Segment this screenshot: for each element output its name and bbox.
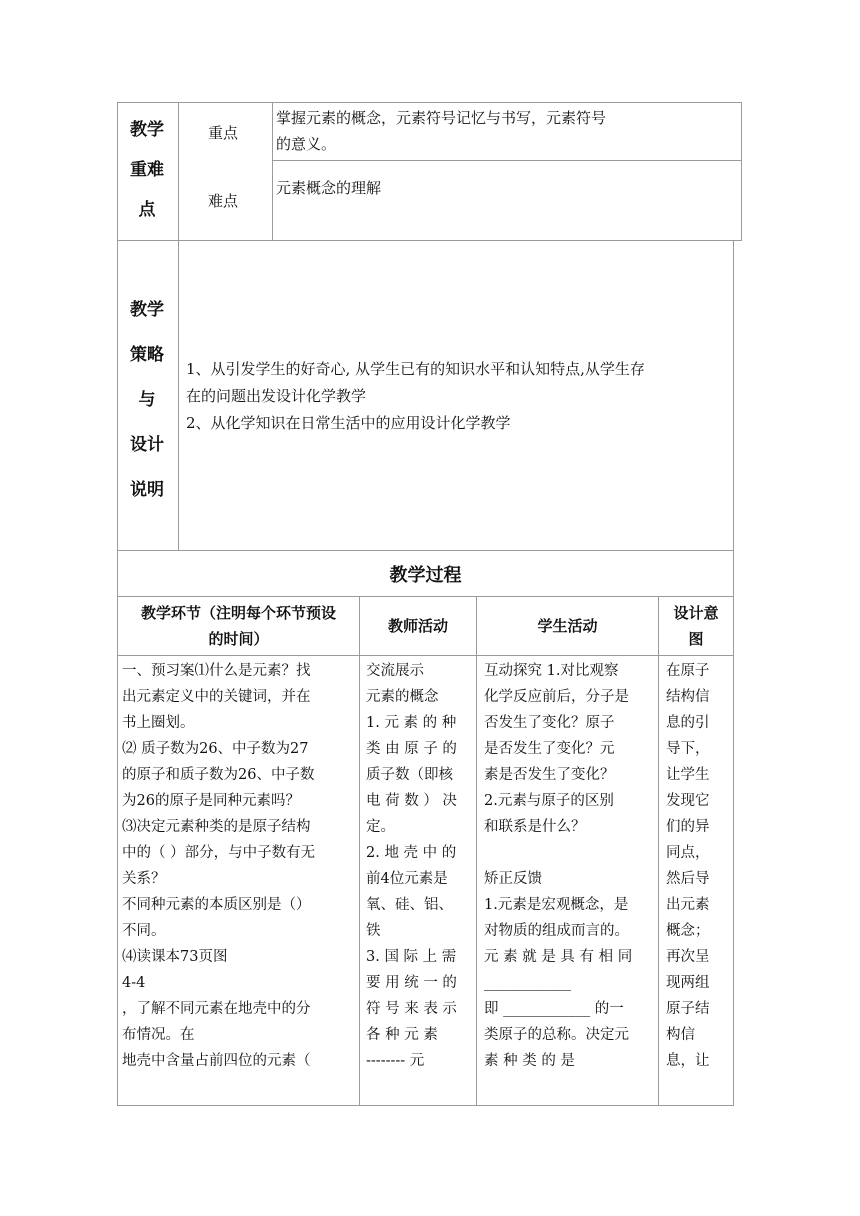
- stage-line: ⑵ 质子数为26、中子数为27: [122, 741, 309, 757]
- student-line: 和联系是什么？: [484, 819, 586, 835]
- rule: [359, 596, 360, 1106]
- process-title: 教学过程: [389, 565, 462, 586]
- rule: [741, 102, 742, 240]
- header-line: 设计: [130, 435, 164, 455]
- rule: [117, 102, 742, 103]
- student-line: 素 种 类 的 是: [484, 1053, 575, 1069]
- intent-column: [666, 658, 732, 1074]
- intent-line: 息，让: [666, 1053, 710, 1069]
- focus-line: 的意义。: [276, 135, 337, 153]
- focus-label: 重点: [208, 124, 239, 142]
- rule: [178, 102, 179, 550]
- intent-line: 息的引: [666, 715, 710, 731]
- header-line: 教学: [130, 120, 164, 140]
- teacher-line: 3. 国 际 上 需: [366, 949, 457, 965]
- teacher-line: 要 用 统 一 的: [366, 975, 457, 991]
- difficulty-text: 元素概念的理解: [276, 179, 382, 197]
- stage-line: 书上圈划。: [122, 715, 195, 731]
- header-line: 教学环节（注明每个环节预设: [140, 604, 336, 622]
- header-line: 策略: [130, 345, 164, 365]
- student-line: 2.元素与原子的区别: [484, 793, 614, 809]
- rule: [476, 596, 477, 1106]
- student-line: 是否发生了变化？元: [484, 741, 615, 757]
- student-line: 素是否发生了变化？: [484, 767, 615, 783]
- header-line: 点: [138, 200, 156, 220]
- focus-line: 掌握元素的概念，元素符号记忆与书写，元素符号: [276, 109, 607, 127]
- stage-line: 出元素定义中的关键词，并在: [122, 689, 311, 705]
- student-line: 即 ____________ 的一: [484, 1001, 624, 1017]
- teacher-line: 元素的概念: [366, 689, 439, 705]
- teacher-line: 符 号 来 表 示: [366, 1001, 457, 1017]
- rule: [117, 240, 742, 241]
- student-line: 1.元素是宏观概念，是: [484, 897, 629, 913]
- intent-line: 导下，: [666, 741, 710, 757]
- teacher-column: [366, 658, 474, 1074]
- rule: [117, 655, 734, 656]
- student-line: 否发生了变化？原子: [484, 715, 615, 731]
- rule: [272, 160, 742, 161]
- teacher-line: 质子数（即核: [366, 767, 453, 783]
- column-header-intent: [659, 600, 733, 652]
- teacher-line: 定。: [366, 819, 395, 835]
- strategy-line: 2、从化学知识在日常生活中的应用设计化学教学: [186, 414, 511, 432]
- rule: [272, 102, 273, 240]
- focus-text: [276, 105, 606, 157]
- student-column: [484, 658, 656, 1074]
- teacher-line: 2. 地 壳 中 的: [366, 845, 457, 861]
- stage-line: 中的（ ）部分，与中子数有无: [122, 845, 316, 861]
- intent-line: 结构信: [666, 689, 710, 705]
- teacher-line: 氧、硅、铝、: [366, 897, 453, 913]
- strategy-line: 1、从引发学生的好奇心, 从学生已有的知识水平和认知特点,从学生存: [186, 360, 645, 378]
- teacher-line: 交流展示: [366, 663, 424, 679]
- stage-line: 不同。: [122, 923, 166, 939]
- rule: [117, 596, 734, 597]
- intent-line: 们的异: [666, 819, 710, 835]
- strategy-line: 在的问题出发设计化学教学: [186, 387, 367, 405]
- intent-line: 出元素: [666, 897, 710, 913]
- stage-line: ⑷读课本73页图: [122, 949, 228, 965]
- stage-line: ，了解不同元素在地壳中的分: [122, 1001, 311, 1017]
- student-line: 互动探究 1.对比观察: [484, 663, 619, 679]
- rule: [658, 596, 659, 1106]
- stage-line: 地壳中含量占前四位的元素（: [122, 1053, 311, 1069]
- header-line: 重难: [130, 160, 164, 180]
- student-line: 类原子的总称。决定元: [484, 1027, 629, 1043]
- column-header-student: 学生活动: [537, 617, 598, 635]
- stage-line: ⑶决定元素种类的是原子结构: [122, 819, 311, 835]
- student-line: 矫正反馈: [484, 871, 542, 887]
- header-line: 说明: [130, 480, 164, 500]
- teacher-line: 1. 元 素 的 种: [366, 715, 457, 731]
- header-line: 图: [688, 630, 704, 648]
- header-line: 设计意: [673, 604, 719, 622]
- header-line: 教学: [130, 300, 164, 320]
- stage-line: 的原子和质子数为26、中子数: [122, 767, 315, 783]
- column-header-stage: [118, 600, 359, 652]
- teacher-line: 电 荷 数 ） 决: [366, 793, 457, 809]
- teacher-line: 前4位元素是: [366, 871, 448, 887]
- intent-line: 同点，: [666, 845, 710, 861]
- stage-line: 为26的原子是同种元素吗？: [122, 793, 300, 809]
- stage-column: [122, 658, 358, 1074]
- header-line: 与: [138, 390, 156, 410]
- stage-line: 布情况。在: [122, 1027, 195, 1043]
- intent-line: 发现它: [666, 793, 710, 809]
- intent-line: 在原子: [666, 663, 710, 679]
- student-line: ____________: [484, 975, 571, 991]
- teacher-line: -------- 元: [366, 1053, 425, 1069]
- stage-line: 不同种元素的本质区别是（）: [122, 897, 311, 913]
- teacher-line: 铁: [366, 923, 381, 939]
- strategy-content: [186, 356, 645, 437]
- column-header-teacher: 教师活动: [387, 617, 448, 635]
- rule: [117, 550, 734, 551]
- intent-line: 让学生: [666, 767, 710, 783]
- teacher-line: 类 由 原 子 的: [366, 741, 457, 757]
- intent-line: 概念；: [666, 923, 710, 939]
- intent-line: 然后导: [666, 871, 710, 887]
- intent-line: 再次呈: [666, 949, 710, 965]
- rule: [733, 240, 734, 1106]
- intent-line: 构信: [666, 1027, 695, 1043]
- student-line: 元 素 就 是 具 有 相 同: [484, 949, 633, 965]
- strategy-header: [118, 288, 176, 513]
- difficulty-label: 难点: [208, 192, 239, 210]
- rule: [117, 1105, 734, 1106]
- stage-line: 4-4: [122, 975, 146, 991]
- header-line: 的时间）: [208, 630, 269, 648]
- stage-line: 一、预习案⑴什么是元素？找: [122, 663, 311, 679]
- stage-line: 关系？: [122, 871, 166, 887]
- student-line: [484, 840, 656, 866]
- intent-line: 现两组: [666, 975, 710, 991]
- intent-line: 原子结: [666, 1001, 710, 1017]
- key-points-header: [118, 110, 176, 230]
- student-line: 对物质的组成而言的。: [484, 923, 629, 939]
- teacher-line: 各 种 元 素: [366, 1027, 438, 1043]
- student-line: 化学反应前后，分子是: [484, 689, 629, 705]
